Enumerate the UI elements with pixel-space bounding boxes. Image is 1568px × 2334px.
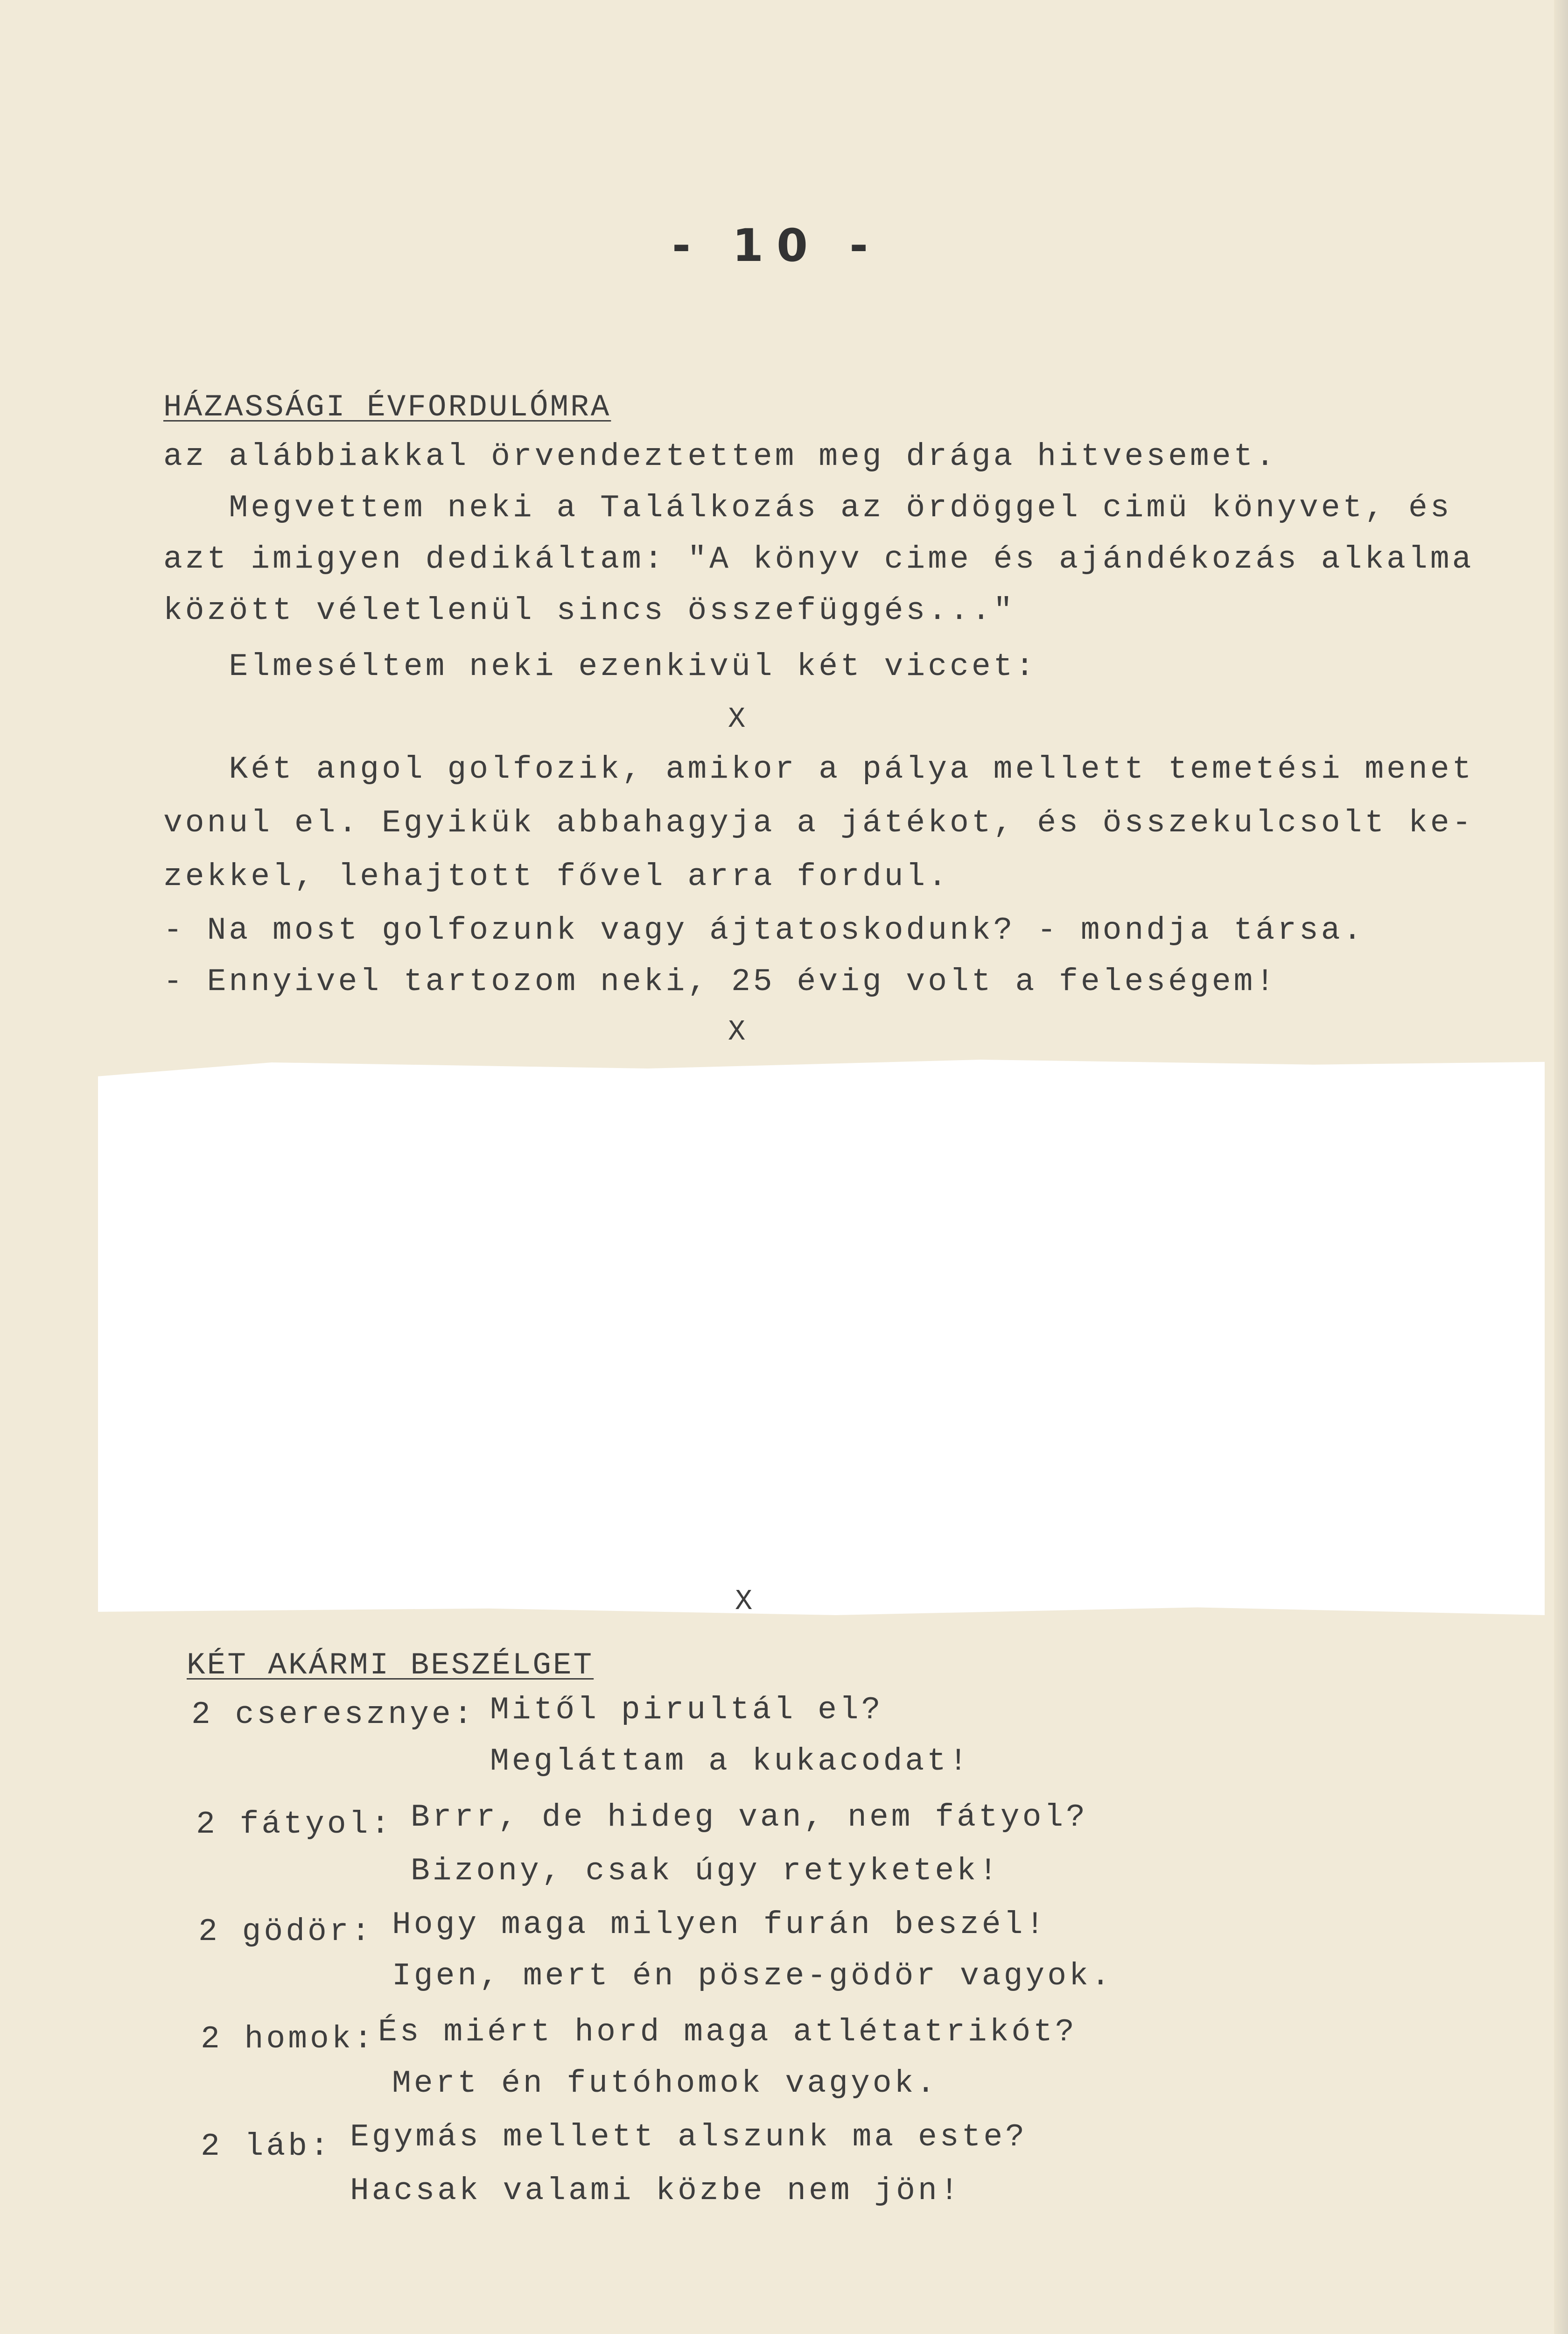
section1-line: Megvettem neki a Találkozás az ördöggel cimü könyvet, és [163,490,1452,526]
dialogue-answer: Hacsak valami közbe nem jön! [350,2173,962,2209]
joke-line: zekkel, lehajtott fővel arra fordul. [163,859,950,895]
section1-line: Elmeséltem neki ezenkivül két viccet: [163,649,1037,685]
joke-line: vonul el. Egyikük abbahagyja a játékot, és összekulcsolt ke- [163,805,1474,841]
section1-line: az alábbiakkal örvendeztettem meg drága hitvesemet. [163,439,1278,475]
dialogue-question: És miért hord maga atlétatrikót? [378,2014,1077,2050]
separator-x: X [735,1585,753,1618]
joke-line: Két angol golfozik, amikor a pálya mellett temetési menet [163,752,1474,787]
separator-x: X [728,1015,746,1048]
dialogue-question: Hogy maga milyen furán beszél! [392,1907,1048,1943]
dialogue-question: Egymás mellett alszunk ma este? [350,2119,1028,2155]
separator-x: X [728,703,746,736]
section1-title: HÁZASSÁGI ÉVFORDULÓMRA [163,390,611,425]
section2-title: KÉT AKÁRMI BESZÉLGET [187,1648,594,1683]
page-number: - 10 - [672,219,882,272]
dialogue-answer: Mert én futóhomok vagyok. [392,2066,938,2102]
joke-line: - Na most golfozunk vagy ájtatoskodunk? - mondja társa. [163,913,1365,949]
dialogue-label: 2 homok: [201,2021,376,2057]
section1-line: között véletlenül sincs összefüggés..." [163,593,1015,629]
pasted-paper-strip [98,1060,1545,1618]
section1-line: azt imigyen dedikáltam: "A könyv cime és ajándékozás alkalma [163,541,1474,577]
dialogue-label: 2 gödör: [198,1914,373,1950]
dialogue-answer: Igen, mert én pösze-gödör vagyok. [392,1958,1113,1994]
dialogue-answer: Bizony, csak úgy retyketek! [411,1853,1001,1889]
dialogue-answer: Megláttam a kukacodat! [490,1743,971,1779]
dialogue-label: 2 láb: [201,2129,332,2165]
dialogue-label: 2 cseresznye: [191,1697,476,1733]
joke-line: - Ennyivel tartozom neki, 25 évig volt a feleségem! [163,964,1278,1000]
dialogue-question: Mitől pirultál el? [490,1692,883,1728]
paper-edge [1554,0,1568,2334]
dialogue-question: Brrr, de hideg van, nem fátyol? [411,1800,1088,1835]
dialogue-label: 2 fátyol: [196,1807,393,1842]
